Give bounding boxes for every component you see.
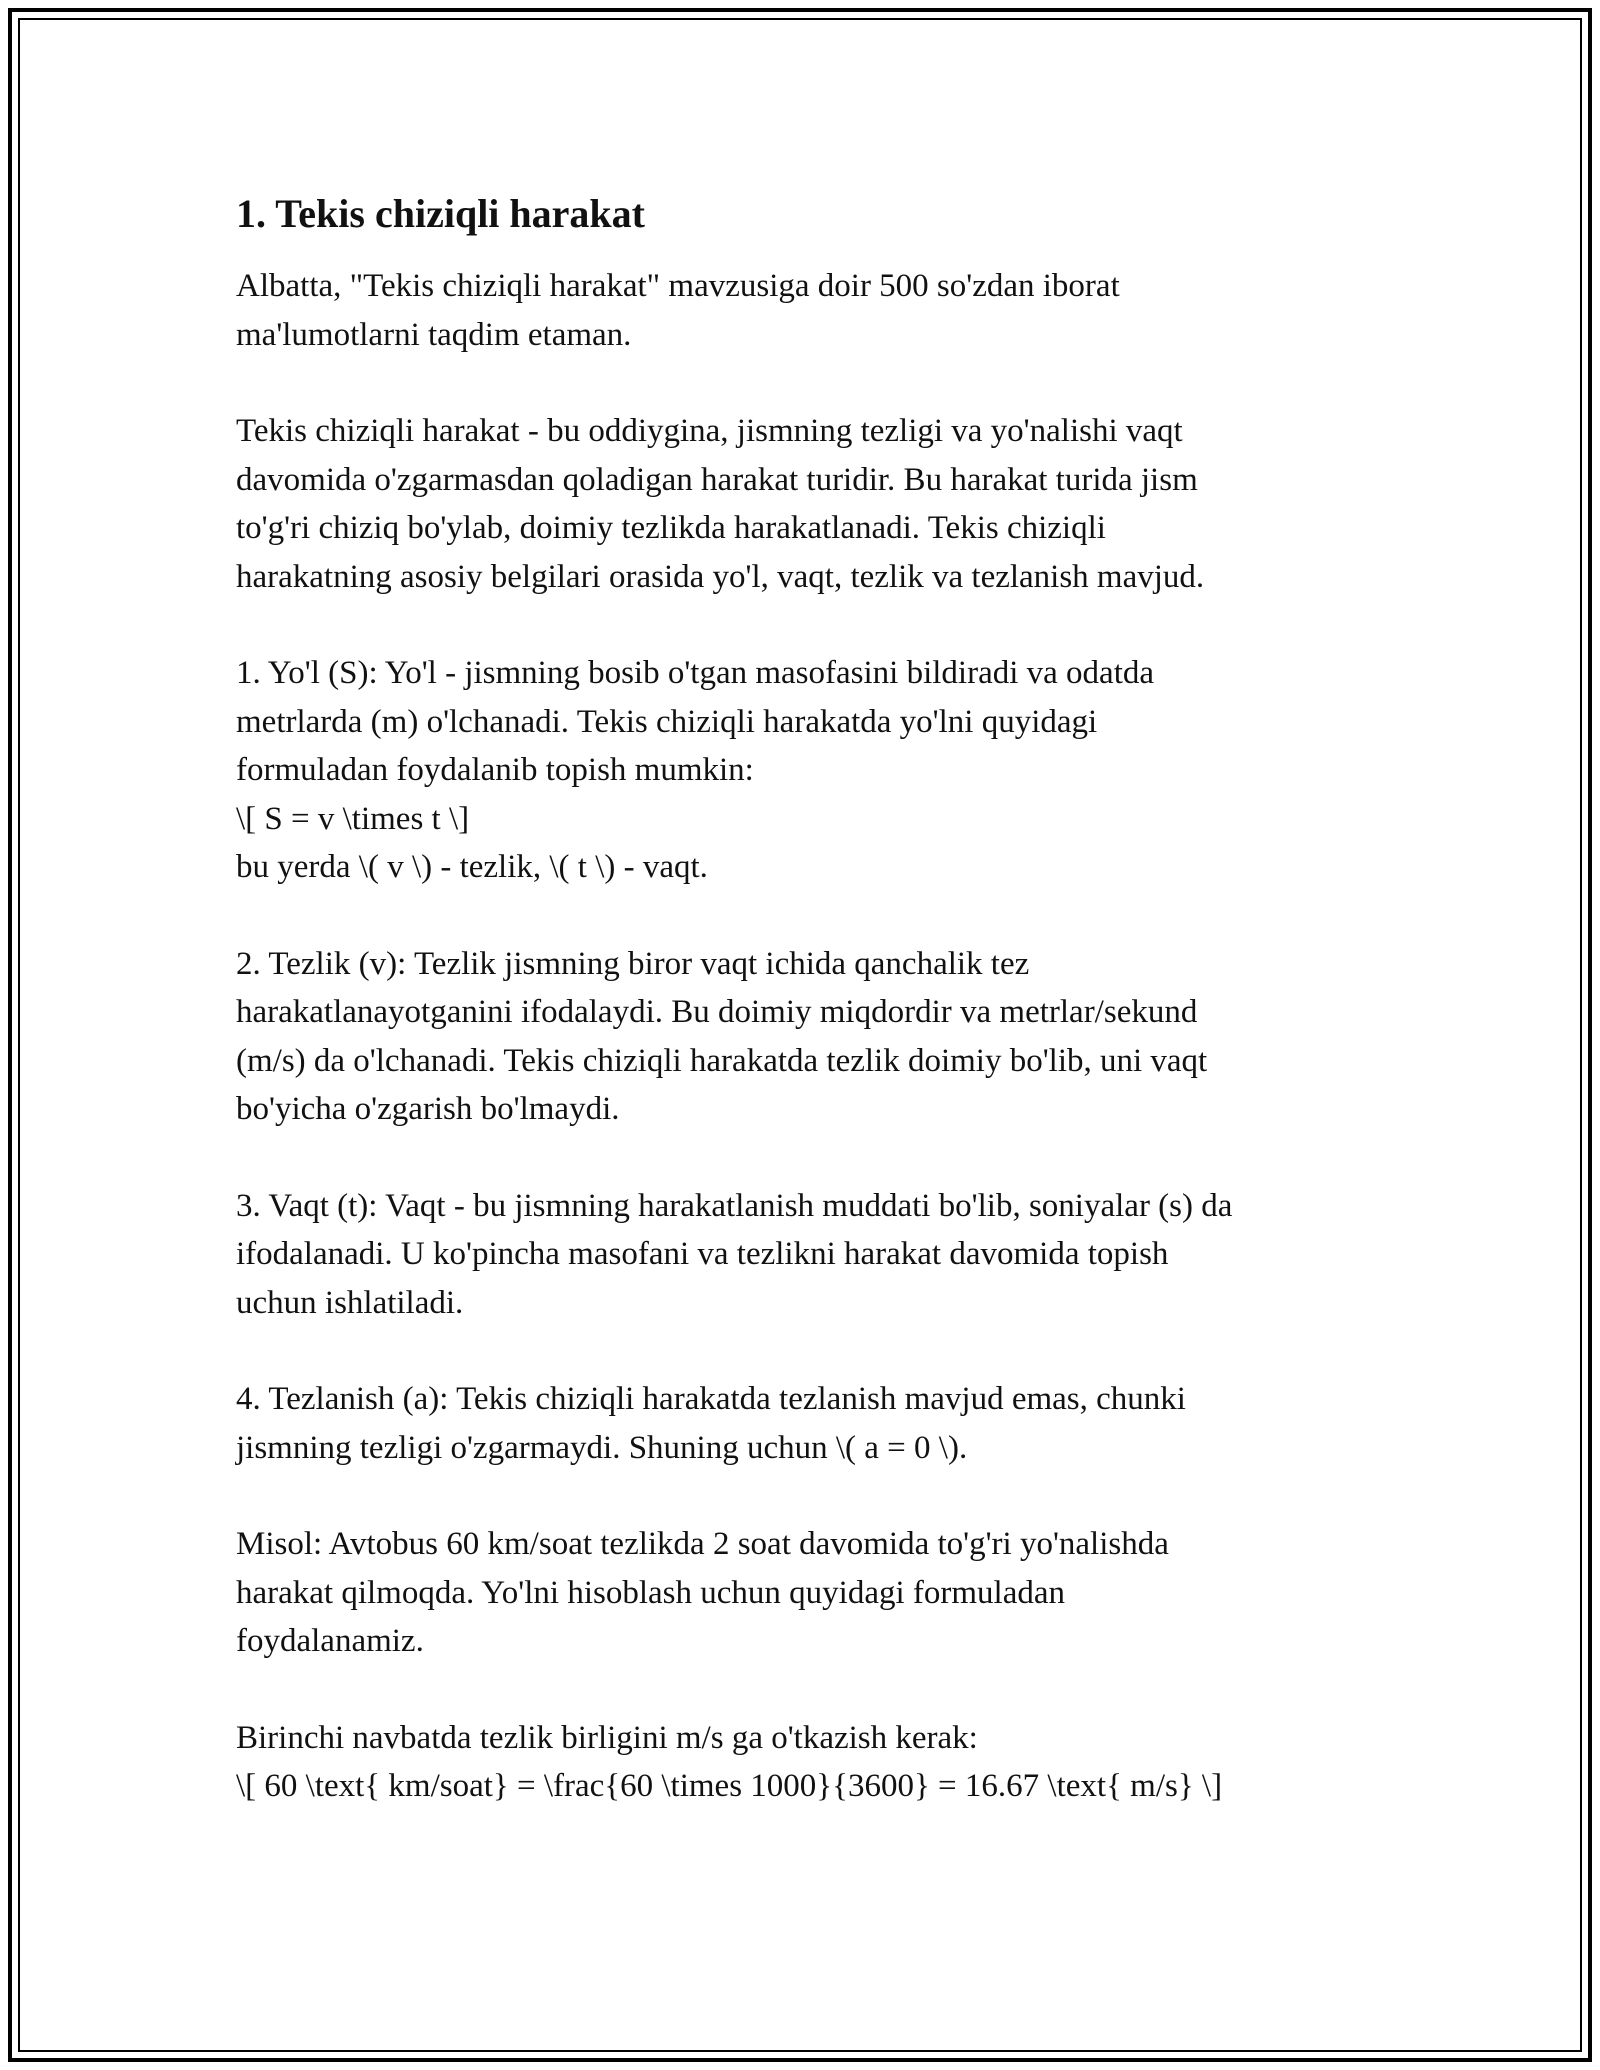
distance-paragraph xyxy=(236,649,1376,892)
text-line: to'g'ri chiziq bo'ylab, doimiy tezlikda harakatlanadi. Tekis chiziqli xyxy=(236,510,1106,546)
definition-paragraph xyxy=(236,407,1376,601)
document-title: 1. Tekis chiziqli harakat xyxy=(236,191,645,236)
text-line: metrlarda (m) o'lchanadi. Tekis chiziqli harakatda yo'lni quyidagi xyxy=(236,703,1098,740)
text-line: Misol: Avtobus 60 km/soat tezlikda 2 soat davomida to'g'ri yo'nalishda xyxy=(236,1526,1169,1562)
text-line: harakatning asosiy belgilari orasida yo'l, vaqt, tezlik va tezlanish mavjud. xyxy=(236,558,1205,595)
text-line: (m/s) da o'lchanadi. Tekis chiziqli harakatda tezlik doimiy bo'lib, uni vaqt xyxy=(236,1042,1208,1079)
velocity-paragraph xyxy=(236,940,1376,1134)
text-line: harakat qilmoqda. Yo'lni hisoblash uchun quyidagi formuladan xyxy=(236,1574,1065,1611)
text-line: uchun ishlatiladi. xyxy=(236,1284,464,1321)
document-body xyxy=(236,186,1376,1811)
text-line: 2. Tezlik (v): Tezlik jismning biror vaqt ichida qanchalik tez xyxy=(236,945,1030,982)
text-line: jismning tezligi o'zgarmaydi. Shuning uchun \( a = 0 \). xyxy=(236,1429,968,1466)
text-line: bo'yicha o'zgarish bo'lmaydi. xyxy=(236,1091,620,1127)
text-line: Albatta, "Tekis chiziqli harakat" mavzusiga doir 500 so'zdan iborat xyxy=(236,268,1120,304)
formula-line: \[ S = v \times t \] xyxy=(236,800,470,837)
text-line: ma'lumotlarni taqdim etaman. xyxy=(236,316,632,353)
text-line: 4. Tezlanish (a): Tekis chiziqli harakatda tezlanish mavjud emas, chunki xyxy=(236,1381,1186,1417)
text-line: 3. Vaqt (t): Vaqt - bu jismning harakatlanish muddati bo'lib, soniyalar (s) da xyxy=(236,1187,1233,1224)
time-paragraph xyxy=(236,1182,1376,1328)
text-line: davomida o'zgarmasdan qoladigan harakat turidir. Bu harakat turida jism xyxy=(236,461,1198,498)
text-line: Birinchi navbatda tezlik birligini m/s ga o'tkazish kerak: xyxy=(236,1719,978,1756)
text-line: ifodalanadi. U ko'pincha masofani va tezlikni harakat davomida topish xyxy=(236,1236,1169,1272)
formula-line: \[ 60 \text{ km/soat} = \frac{60 \times 1000}{3600} = 16.67 \text{ m/s} \] xyxy=(236,1768,1223,1804)
text-line: bu yerda \( v \) - tezlik, \( t \) - vaqt. xyxy=(236,849,708,885)
intro-paragraph xyxy=(236,262,1376,359)
acceleration-paragraph xyxy=(236,1375,1376,1472)
text-line: 1. Yo'l (S): Yo'l - jismning bosib o'tgan masofasini bildiradi va odatda xyxy=(236,655,1155,691)
conversion-paragraph xyxy=(236,1714,1376,1811)
text-line: foydalanamiz. xyxy=(236,1623,424,1659)
text-line: harakatlanayotganini ifodalaydi. Bu doimiy miqdordir va metrlar/sekund xyxy=(236,994,1198,1030)
text-line: Tekis chiziqli harakat - bu oddiygina, jismning tezligi va yo'nalishi vaqt xyxy=(236,413,1183,449)
example-paragraph xyxy=(236,1520,1376,1666)
text-line: formuladan foydalanib topish mumkin: xyxy=(236,752,754,788)
